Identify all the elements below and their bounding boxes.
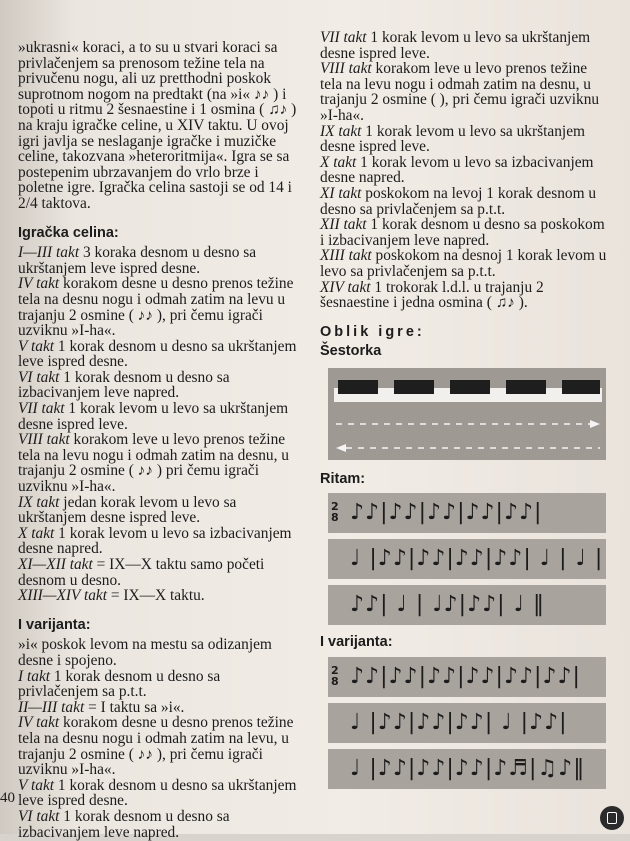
step-label: II—III takt: [18, 698, 85, 716]
step-label: X takt: [320, 153, 357, 171]
heading-oblik-igre: Oblik igre:: [320, 323, 425, 340]
step-description: poskokom na desnoj 1 korak levom u levo sa privlačenjem sa p.t.t.: [320, 247, 607, 280]
right-step: [320, 280, 610, 311]
right-step: [320, 248, 610, 279]
formation-diagram: [328, 368, 606, 460]
step-label: IV takt: [18, 714, 60, 732]
variant-staff-3: [328, 749, 606, 789]
step-label: V takt: [18, 776, 55, 794]
variant-staff-2: [328, 703, 606, 743]
celina-list: [18, 245, 302, 604]
step-description: 1 korak desnom u desno sa ukrštanjem leve ispred desne.: [18, 776, 297, 810]
page-number: 40: [0, 790, 15, 806]
scan-document-button[interactable]: [600, 806, 624, 830]
dancer-block-1: [338, 380, 378, 394]
step-description: = IX—X taktu samo početi desnom u desno.: [18, 556, 265, 589]
celina-step: [18, 588, 302, 604]
step-label: IV takt: [18, 275, 60, 293]
step-label: X takt: [18, 524, 55, 542]
right-column: [320, 30, 610, 789]
step-description: korakom desne u desno prenos težine tela na desnu nogu i odmah zatim na levu, u trajanju 2 osmine ( ♪♪ ), pri čemu igrači uzviknu »I-ha«.: [18, 714, 294, 779]
celina-step: [18, 495, 302, 526]
time-signature: 2 8: [331, 500, 339, 525]
rhythm-notes-3: ♪♪| ♩ | ♩♪|♪♪| ♩ ‖: [350, 592, 545, 618]
celina-step: [18, 245, 302, 276]
time-signature-variant: 2 8: [331, 664, 339, 689]
varijanta-step: [18, 778, 302, 809]
celina-step: [18, 276, 302, 338]
right-step: [320, 155, 610, 186]
arrow-right-head: [590, 420, 600, 428]
step-label: VIII takt: [18, 431, 70, 449]
celina-step: [18, 432, 302, 494]
step-label: I takt: [18, 667, 51, 685]
right-step: [320, 30, 610, 61]
step-label: I—III takt: [18, 244, 80, 262]
step-description: 1 trokorak l.d.l. u trajanju 2 šesnaestine i jedna osmina ( ♫♪ ).: [320, 278, 544, 312]
step-description: 1 korak desnom u desno sa izbacivanjem leve napred.: [18, 807, 230, 841]
right-step: [320, 217, 610, 248]
step-label: VII takt: [18, 400, 65, 418]
varijanta-step: [18, 637, 302, 668]
variant-notes-3: ♩ |♪♪|♪♪|♪♪|♪♬|♫♪‖: [350, 756, 586, 782]
variant-notes-1: ♪♪|♪♪|♪♪|♪♪|♪♪|♪♪|: [350, 664, 581, 690]
variant-notes-2: ♩ |♪♪|♪♪|♪♪| ♩ |♪♪|: [350, 710, 568, 736]
step-description: 1 korak desnom u desno sa poskokom i izbacivanjem leve napred.: [320, 216, 605, 249]
celina-step: [18, 401, 302, 432]
left-column: [18, 40, 302, 840]
step-description: korakom leve u levo prenos težine tela na levu nogu i odmah zatim na desnu, u trajanju 2 osmine ( ), pri čemu igrači uzviknu »I-ha«.: [320, 60, 600, 124]
step-label: VI takt: [18, 368, 60, 386]
heading-i-varijanta: I varijanta:: [18, 616, 91, 633]
step-label: XIII takt: [320, 247, 372, 265]
varijanta-list: [18, 637, 302, 840]
right-step: [320, 61, 610, 123]
step-description: 1 korak desnom u desno sa ukrštanjem leve ispred desne.: [18, 337, 297, 371]
step-description: = IX—X taktu.: [107, 587, 205, 605]
step-description: 1 korak levom u levo sa izbacivanjem desne napred.: [18, 524, 292, 558]
step-label: V takt: [18, 337, 55, 355]
step-description: 1 korak levom u levo sa izbacivanjem desne napred.: [320, 153, 594, 187]
step-label: IX takt: [18, 493, 60, 511]
formation-name: Šestorka: [320, 343, 382, 360]
step-label: XI—XII takt: [18, 556, 93, 573]
varijanta-step: [18, 700, 302, 716]
celina-step: [18, 339, 302, 370]
formation-svg: [328, 368, 606, 460]
dancer-block-4: [506, 380, 546, 394]
step-description: korakom desne u desno prenos težine tela na desnu nogu i odmah zatim na levu u trajanju 2 osmine ( ♪♪ ), pri čemu igrači uzviknu »I-ha«.: [18, 275, 294, 340]
arrow-left-head: [336, 444, 346, 452]
step-description: »i« poskok levom na mestu sa odizanjem desne i spojeno.: [18, 636, 272, 669]
step-description: 1 korak levom u levo sa ukrštanjem desne ispred leve.: [18, 400, 289, 433]
step-description: 1 korak levom u levo sa ukrštanjem desne ispred leve.: [320, 29, 591, 62]
right-step: [320, 124, 610, 155]
dancer-block-5: [562, 380, 600, 394]
heading-igracka-celina: Igračka celina:: [18, 224, 119, 241]
varijanta-step: [18, 715, 302, 777]
step-label: VII takt: [320, 29, 367, 46]
right-step: [320, 186, 610, 217]
intro-paragraph: »ukrasni« koraci, a to su u stvari koraci sa privlačenjem sa prenosom težine tela na privučenu nogu, ali uz pretthodni poskok suprotnom nogom na predtakt (na »i« ♪♪ ) i topoti u ritmu 2 šesnaestine i 1 osmina ( ♫♪ ) na kraju igračke celine, u XIV taktu. U ovoj igri javlja se neslaganje igračke i muzičke celine, takozvana »heteroritmija«. Igra se sa postepenim ubrzavanjem do vrlo brze i poletne igre. Igračka celina sastoji se od 14 i 2/4 taktova.: [18, 39, 297, 212]
dancer-block-3: [450, 380, 490, 394]
step-description: 3 koraka desnom u desno sa ukrštanjem leve ispred desne.: [18, 244, 257, 277]
step-label: VI takt: [18, 807, 60, 825]
step-description: korakom leve u levo prenos težine tela na levu nogu i odmah zatim na desnu, u trajanju 2 osmine ( ♪♪ ) pri čemu igrači uzviknu »I-ha«.: [18, 431, 289, 496]
rhythm-staff-2: [328, 539, 606, 579]
heading-ritam: Ritam:: [320, 470, 366, 487]
step-label: XII takt: [320, 216, 367, 234]
varijanta-step: [18, 669, 302, 700]
dancer-block-2: [394, 380, 434, 394]
scan-icon: [607, 812, 617, 824]
rhythm-staff-1: [328, 493, 606, 533]
varijanta-step: [18, 809, 302, 840]
step-description: 1 korak desnom u desno sa privlačenjem sa p.t.t.: [18, 667, 221, 701]
step-description: 1 korak desnom u desno sa izbacivanjem leve napred.: [18, 368, 230, 402]
step-label: XIII—XIV takt: [18, 587, 108, 605]
step-description: jedan korak levom u levo sa ukrštanjem desne ispred leve.: [18, 493, 237, 527]
celina-step: [18, 557, 302, 588]
step-description: = I taktu sa »i«.: [84, 698, 185, 716]
step-label: XI takt: [320, 184, 362, 202]
celina-step: [18, 370, 302, 401]
rhythm-notes-2: ♩ |♪♪|♪♪|♪♪|♪♪| ♩ | ♩ |: [350, 546, 604, 572]
right-steps-list: [320, 30, 610, 311]
step-label: VIII takt: [320, 60, 372, 78]
variant-staff-1: [328, 657, 606, 697]
rhythm-notes-1: ♪♪|♪♪|♪♪|♪♪|♪♪|: [350, 500, 543, 526]
heading-i-varijanta-rhythm: I varijanta:: [320, 634, 393, 651]
step-description: 1 korak levom u levo sa ukrštanjem desne ispred leve.: [320, 122, 585, 156]
step-description: poskokom na levoj 1 korak desnom u desno sa privlačenjem sa p.t.t.: [320, 184, 597, 218]
rhythm-staff-3: [328, 585, 606, 625]
step-label: IX takt: [320, 122, 362, 140]
step-label: XIV takt: [320, 278, 371, 296]
celina-step: [18, 526, 302, 557]
